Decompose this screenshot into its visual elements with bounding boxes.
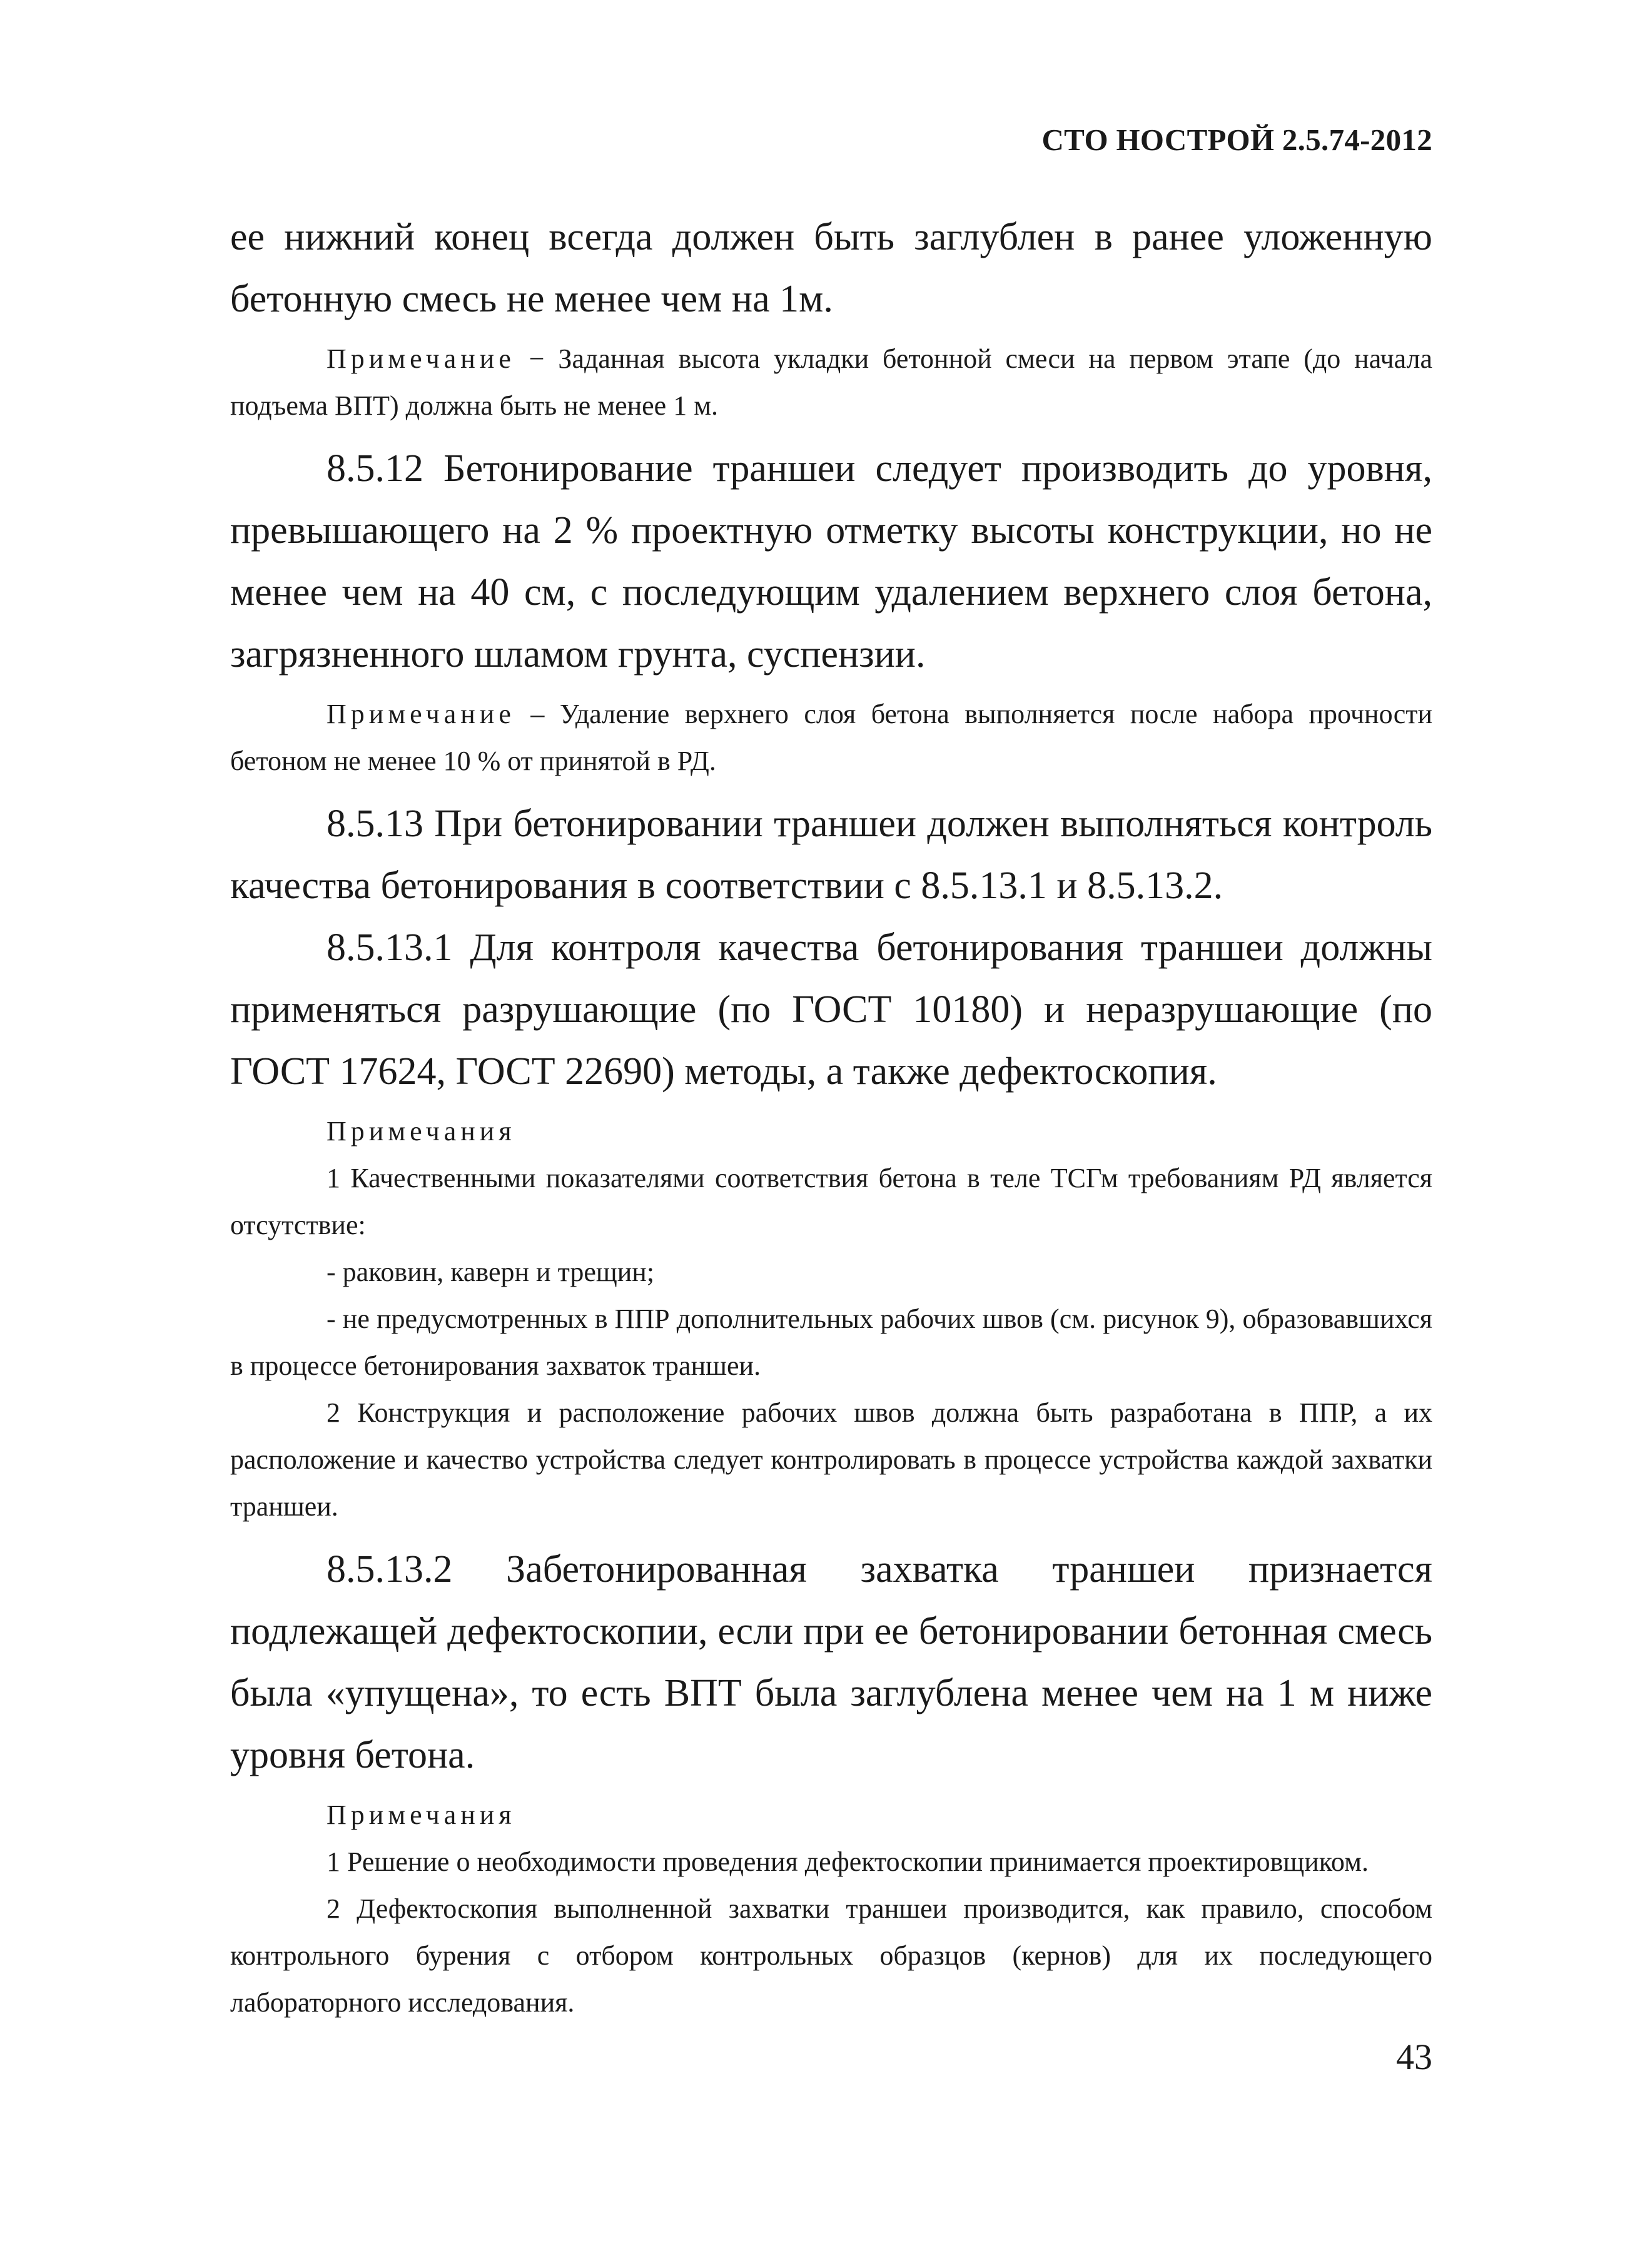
note-item: 1 Качественными показателями соответствия бетона в теле ТСГм требованиям РД является отсутствие: [230,1163,1432,1240]
page-number: 43 [1396,2037,1432,2077]
notes-title-1: Примечания [327,1116,516,1147]
note-item: 2 Дефектоскопия выполненной захватки траншеи производится, как правило, способом контрольного бурения с отбором контрольных образцов (кернов) для их последующего лабораторного исследования. [230,1893,1432,2018]
notes-title-2: Примечания [327,1800,516,1830]
note-item: 2 Конструкция и расположение рабочих швов должна быть разработана в ППР, а их расположение и качество устройства следует контролировать в процессе устройства каждой захватки траншеи. [230,1397,1432,1522]
document-code-header: СТО НОСТРОЙ 2.5.74-2012 [1041,123,1432,157]
note-paragraph-2 [230,691,1432,784]
note-text: − Заданная высота укладки бетонной смеси на первом этапе (до начала подъема ВПТ) должна быть не менее 1 м. [230,343,1432,421]
note-label: Примечание [327,343,515,374]
paragraph-8-5-13-2: 8.5.13.2 Забетонированная захватка траншеи признается подлежащей дефектоскопии, если при ее бетонировании бетонная смесь была «упущена», то есть ВПТ была заглублена менее чем на 1 м ниже уровня бетона. [230,1548,1432,1776]
paragraph-8-5-12: 8.5.12 Бетонирование траншеи следует производить до уровня, превышающего на 2 % проектную отметку высоты конструкции, но не менее чем на 40 см, с последующим удалением верхнего слоя бетона, загрязненного шламом грунта, суспензии. [230,447,1432,676]
note-item: 1 Решение о необходимости проведения дефектоскопии принимается проектировщиком. [327,1846,1369,1877]
paragraph-continuation: ее нижний конец всегда должен быть заглублен в ранее уложенную бетонную смесь не менее чем на 1м. [230,216,1432,320]
paragraph-8-5-13-1: 8.5.13.1 Для контроля качества бетонирования траншеи должны применяться разрушающие (по ГОСТ 10180) и неразрушающие (по ГОСТ 17624, ГОСТ 22690) методы, а также дефектоскопия. [230,926,1432,1093]
paragraph-8-5-13: 8.5.13 При бетонировании траншеи должен выполняться контроль качества бетонирования в соответствии с 8.5.13.1 и 8.5.13.2. [230,802,1432,907]
note-item: - раковин, каверн и трещин; [327,1257,655,1287]
note-text: – Удаление верхнего слоя бетона выполняется после набора прочности бетоном не менее 10 % от принятой в РД. [230,699,1432,776]
page-content [230,206,1432,2026]
note-item: - не предусмотренных в ППР дополнительных рабочих швов (см. рисунок 9), образовавшихся в процессе бетонирования захваток траншеи. [230,1304,1432,1381]
note-paragraph-1 [230,335,1432,429]
note-label: Примечание [327,699,515,729]
